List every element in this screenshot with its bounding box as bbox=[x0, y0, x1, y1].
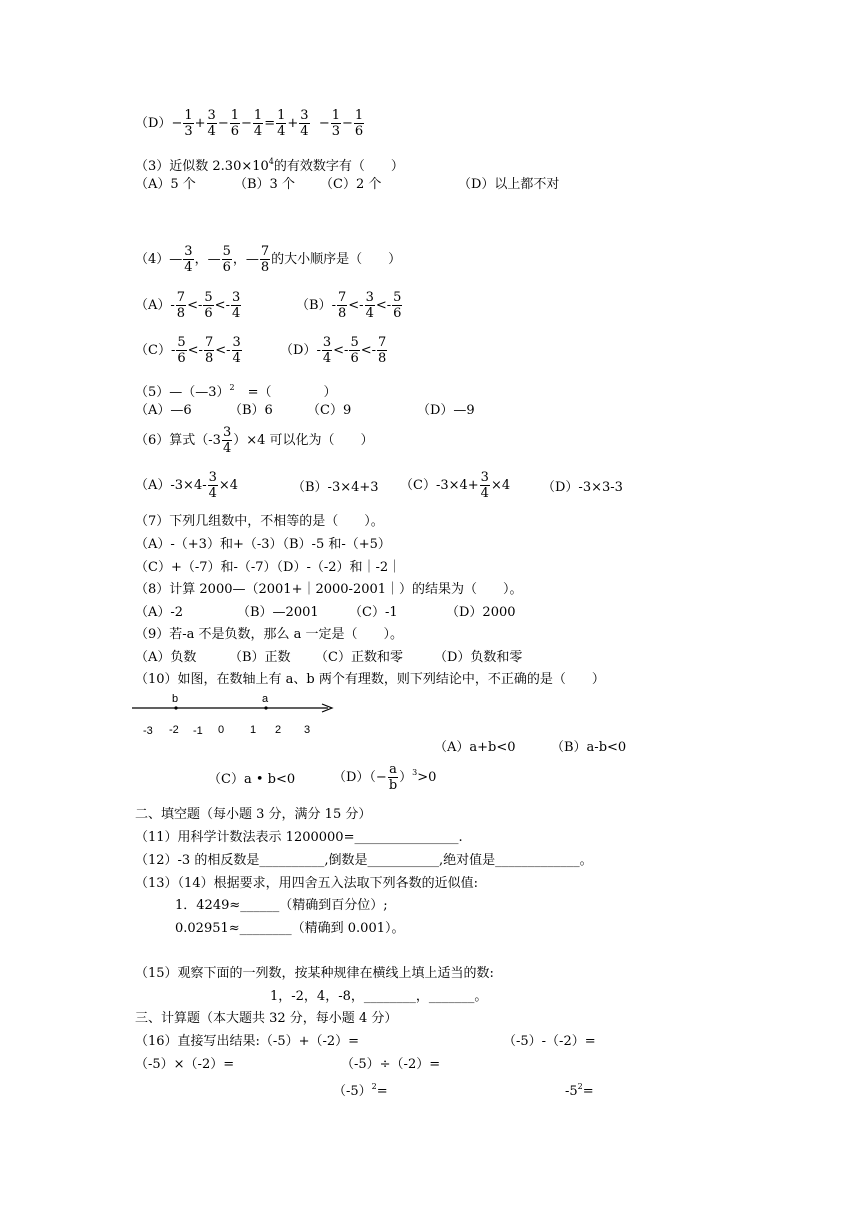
point-a-dot bbox=[264, 706, 267, 709]
q6-option-b: （B）-3×4+3 bbox=[292, 480, 379, 495]
q8-option-d: （D）2000 bbox=[446, 605, 516, 620]
q6-stem: （6）算式（-3 $\frac{3}{4}$ ）×4 可以化为（ ） bbox=[135, 425, 374, 456]
q7-options-row1: （A）-（+3）和+（-3）（B）-5 和-（+5） bbox=[135, 537, 391, 552]
q9-stem: （9）若-a 不是负数，那么 a 一定是（ ）。 bbox=[135, 627, 404, 642]
q7-stem: （7）下列几组数中，不相等的是（ ）。 bbox=[135, 514, 384, 529]
tick-label: -1 bbox=[193, 725, 203, 737]
tick-label: 3 bbox=[304, 724, 311, 736]
q4-option-c: （C）- $\frac{5}{6}$ <- $\frac{7}{8}$ <- $\frac{3}{4}$ bbox=[135, 335, 241, 366]
q10-option-c: （C）a • b<0 bbox=[208, 772, 296, 787]
q4-option-a: （A）- $\frac{7}{8}$ <- $\frac{5}{6}$ <- $\frac{3}{4}$ bbox=[135, 290, 241, 321]
q3-option-a: （A）5 个 bbox=[135, 177, 196, 192]
q9-option-c: （C）正数和零 bbox=[315, 650, 403, 665]
fraction: $\frac{1}{3}$ bbox=[184, 108, 193, 139]
point-b-dot bbox=[174, 706, 177, 709]
q10-stem: （10）如图，在数轴上有 a、b 两个有理数，则下列结论中，不正确的是（ ） bbox=[135, 672, 605, 687]
q11: （11）用科学计数法表示 1200000=________________. bbox=[135, 830, 463, 845]
q3-option-d: （D）以上都不对 bbox=[458, 177, 560, 192]
q15-sequence: 1，-2，4，-8，________，_______。 bbox=[270, 989, 488, 1004]
fraction: $\frac{1}{4}$ bbox=[277, 108, 286, 139]
q4-option-b: （B）- $\frac{7}{8}$ <- $\frac{3}{4}$ <- $\frac{5}{6}$ bbox=[296, 290, 402, 321]
q3-stem: （3）近似数 $2.30\times 10^4$的有效数字有（ ） bbox=[135, 157, 404, 174]
q2-option-d-label: （D） bbox=[135, 116, 172, 131]
q2-option-d: （D）− $\frac{1}{3}$ + $\frac{3}{4}$ − $\frac{1}{6}$ − $\frac{1}{4}$ = $\frac{1}{4}$ + $\frac{3}{4}$ − $\frac{1}{3}$ − $\frac{1}{6}$ bbox=[135, 108, 364, 139]
number-line-figure bbox=[128, 690, 348, 740]
q6-option-d: （D）-3×3-3 bbox=[542, 480, 623, 495]
fraction: $\frac{1}{6}$ bbox=[230, 108, 239, 139]
q13-stem: （13）（14）根据要求，用四舍五入法取下列各数的近似值: bbox=[135, 876, 478, 891]
q13-part-a: 1．4249≈______（精确到百分位）; bbox=[175, 898, 388, 913]
section2-title: 二、填空题（每小题 3 分，满分 15 分） bbox=[135, 807, 372, 822]
tick-label: 1 bbox=[250, 724, 257, 736]
q6-option-a: （A）-3×4- $\frac{3}{4}$ ×4 bbox=[135, 470, 239, 501]
tick-label: 2 bbox=[275, 724, 282, 736]
q5-option-d: （D）—9 bbox=[417, 403, 475, 418]
q13-part-b: 0.02951≈________（精确到 0.001）。 bbox=[175, 921, 405, 936]
fraction: $\frac{1}{3}$ bbox=[331, 108, 341, 139]
q4-option-d: （D）- $\frac{3}{4}$ <- $\frac{5}{6}$ <- $\frac{7}{8}$ bbox=[280, 335, 387, 366]
q12: （12）-3 的相反数是__________,倒数是___________,绝对值是_____________。 bbox=[135, 853, 593, 868]
fraction: $\frac{1}{6}$ bbox=[354, 108, 364, 139]
point-b-label: b bbox=[172, 693, 179, 705]
q16-expr-6: $-5^2=$ bbox=[565, 1082, 594, 1099]
tick-label: 0 bbox=[218, 724, 225, 736]
fraction: $\frac{1}{4}$ bbox=[253, 108, 263, 139]
q16-expr-4: （-5）÷（-2）= bbox=[341, 1057, 441, 1072]
q3-option-b: （B）3 个 bbox=[234, 177, 295, 192]
q4-stem: （4）— $\frac{3}{4}$ ，— $\frac{5}{6}$ ，— $\frac{7}{8}$ 的大小顺序是（ ） bbox=[135, 244, 402, 275]
q3-option-c: （C）2 个 bbox=[320, 177, 382, 192]
q9-option-d: （D）负数和零 bbox=[434, 650, 523, 665]
q16-expr-1: （16）直接写出结果:（-5）+（-2）= bbox=[135, 1034, 360, 1049]
q8-option-c: （C）-1 bbox=[349, 605, 398, 620]
q9-option-b: （B）正数 bbox=[229, 650, 291, 665]
q10-option-a: （A）a+b<0 bbox=[434, 740, 516, 755]
q16-expr-3: （-5）×（-2）= bbox=[135, 1057, 235, 1072]
fraction: $\frac{3}{4}$ bbox=[300, 108, 309, 139]
q10-option-d: （D）（− $\frac{a}{b}$ ）$^3$>0 bbox=[333, 762, 437, 793]
q8-option-b: （B）—2001 bbox=[237, 605, 319, 620]
section3-title: 三、计算题（本大题共 32 分，每小题 4 分） bbox=[135, 1011, 398, 1026]
q16-expr-5: $(-5)^2=$ bbox=[333, 1082, 388, 1099]
tick-label: -2 bbox=[169, 724, 179, 736]
q8-option-a: （A）-2 bbox=[135, 605, 184, 620]
q5-option-a: （A）—6 bbox=[135, 403, 192, 418]
q5-option-c: （C）9 bbox=[307, 403, 352, 418]
q5-stem: （5）—（—3）$^2$ =（ ） bbox=[135, 383, 337, 400]
q15-stem: （15）观察下面的一列数，按某种规律在横线上填上适当的数: bbox=[135, 966, 494, 981]
q10-option-b: （B）a-b<0 bbox=[551, 740, 627, 755]
tick-label: -3 bbox=[143, 725, 153, 737]
q7-options-row2: （C）+（-7）和-（-7）（D）-（-2）和｜-2｜ bbox=[135, 560, 402, 575]
q9-option-a: （A）负数 bbox=[135, 650, 197, 665]
q16-expr-2: （-5）-（-2）= bbox=[503, 1034, 596, 1049]
q6-option-c: （C）-3×4+ $\frac{3}{4}$ ×4 bbox=[400, 470, 511, 501]
q5-option-b: （B）6 bbox=[229, 403, 273, 418]
q8-stem: （8）计算 2000—（2001+｜2000-2001｜）的结果为（ ）。 bbox=[135, 582, 523, 597]
fraction: $\frac{3}{4}$ bbox=[207, 108, 216, 139]
point-a-label: a bbox=[262, 693, 269, 705]
